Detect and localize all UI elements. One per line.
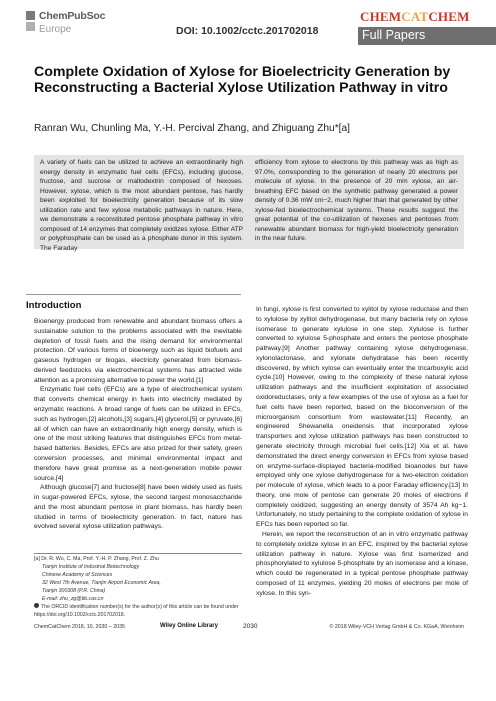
paragraph: In fungi, xylose is first converted to xylitol by xylose reductase and then to xylulose by xylitol dehydrogenase, but many bacteria rely on xylose isomerase to generate xylulose in one step. Xylulose is further converted to xylulose 5-phosphate and enters the pentose phosphate pathway.[9] Another pathway containing xylose dehydrogenase, xylonolactonase, and xylonate dehydratase has been recently discovered, by which xylose can eventually enter the tricarboxylic acid cycle.[10] However, owing to the complexity of these natural xylose utilization pathways and the insufficient exploitation of associated oxidoreductases, only a few examples of the use of xylose as a fuel for fuel cells have been reported, based on the bioconversion of the microorganism consortium from wastewater.[11] Recently, an engineered Shewanella oneidensis that incorporated xylose transporters and xylose utilization pathways has been constructed to generate electricity through microbial fuel cells.[12] Xia et al. have demonstrated the direct energy conversion in EFCs from xylose based on enzyme-surface-displayed bacteria-modified bioanodes but have employed only one xylose dehydrogenase for a two-electron oxidation per molecule of xylose, which leads to a poor Faraday efficiency.[13] In theory, one mole of pentose can generate 20 moles of electrons if completely oxidized, suggesting an energy density of 3574 Ah kg−1. Unfortunately, no study pertaining to the complete oxidation of xylose in EFCs has been reported so far. (256, 306, 468, 529)
body-column-left (34, 317, 242, 532)
article-title: Complete Oxidation of Xylose for Bioelectricity Generation by Reconstructing a Bacterial Xylose Utilization Pathway in vitro (34, 64, 451, 96)
doi-link[interactable]: DOI: 10.1002/cctc.201702018 (176, 25, 319, 37)
footnote-divider (34, 553, 242, 554)
author-list: Ranran Wu, Chunling Ma, Y.-H. Percival Zhang, and Zhiguang Zhu*[a] (34, 123, 350, 134)
orcid-text[interactable]: The ORCID identification number(s) for the author(s) of this article can be found under https://doi.org/10.1002/cctc.201702018. (34, 604, 239, 618)
logo-square-icon (26, 11, 35, 20)
affiliation-line: 32 West 7th Avenue, Tianjin Airport Economic Area, (42, 580, 161, 587)
affiliation-line: Tianjin Institute of Industrial Biotechnology (42, 564, 140, 571)
section-heading-introduction: Introduction (26, 294, 241, 311)
chempubsoc-logo[interactable] (26, 7, 136, 41)
journal-banner (358, 7, 496, 47)
copyright: © 2018 Wiley-VCH Verlag GmbH & Co. KGaA, Weinheim (329, 624, 464, 630)
body-column-right (256, 305, 468, 598)
journal-name: CHEMCATCHEM (360, 9, 470, 24)
logo-square-icon (26, 22, 35, 31)
citation: ChemCatChem 2018, 10, 2030 – 2035 (34, 624, 125, 630)
orcid-note (34, 603, 242, 619)
page-number: 2030 (243, 623, 258, 630)
footnote-names: Dr. R. Wu, C. Ma, Prof. Y.-H. P. Zhang, Prof. Z. Zhu (41, 556, 159, 562)
author-footnote (34, 555, 242, 604)
paragraph: Herein, we report the reconstruction of an in vitro enzymatic pathway to completely oxidize xylose in an EFC, inspired by the bacterial xylose utilization pathway in nature. Xylose was first isomerized and phosphorylated to xylulose 5-phosphate by an isomerase and a kinase, which could be regenerated in a typical pentose phosphate pathway composed of 11 enzymes, yielding 20 moles of electrons per mole of xylose. In this syn- (256, 530, 468, 597)
paragraph: Bioenergy produced from renewable and abundant biomass offers a sustainable solution to the problems associated with the inevitable depletion of fossil fuels and the rising demand for environmental protection. Of various forms of bioenergy such as liquid biofuels and gaseous hydrogen or biogas, electricity generated from biomass-derived feedstocks via electrochemical systems has attracted wide attention as a promising alternative to power the world.[1] (34, 318, 242, 384)
abstract-box (34, 155, 464, 252)
page-header (0, 0, 496, 50)
publisher-region: Europe (39, 24, 72, 35)
abstract-column-1: A variety of fuels can be utilized to achieve an extraordinarily high energy density in enzymatic fuel cells (EFCs), including glucose, fructose, and sucrose or maltodextrin composed of hexoses. However, xylose, which is the most abundant pentose, has hardly been exploited for bioelectricity generation because of its slow utilization rate and few xylose metabolic pathways in nature. Here, we demonstrate a reconstituted pentose phosphate pathway in vitro composed of 14 enzymes that completely oxidizes xylose. Either ATP or polyphosphate can be used as a phosphate donor in this system. The Faraday (40, 159, 243, 252)
footnote-label: [a] (34, 556, 40, 562)
orcid-icon (34, 603, 39, 608)
affiliation-line: Tianjin 300308 (P.R. China) (42, 588, 106, 595)
section-label: Full Papers (358, 27, 496, 45)
paragraph: Although glucose[7] and fructose[8] have been widely used as fuels in sugar-powered EFCs, xylose, the second largest monosaccharide and the most abundant pentose in plant biomass, has hardly been studied in terms of bioelectricity generation. In fact, nature has evolved several xylose utilization pathways. (34, 484, 242, 531)
paragraph: Enzymatic fuel cells (EFCs) are a type of electrochemical system that converts chemical energy in fuels into electricity mediated by enzymatic reactions. A broad range of fuels can be utilized in EFCs, such as hydrogen,[2] alcohols,[3] sugars,[4] glycerol,[5] or pyruvate,[6] all of which can have an extraordinarily high energy density, which is one of the most striking features that distinguishes EFCs from metal-based batteries. Besides, EFCs are also prized for their safety, green conversion processes, and minimal environmental impact and therefore have great promise as a next-generation mobile power source.[4] (34, 386, 242, 482)
wiley-library-link[interactable]: Wiley Online Library (160, 623, 218, 629)
email-link[interactable]: E-mail: zhu_zg@tib.cas.cn (42, 596, 104, 603)
abstract-column-2: efficiency from xylose to electrons by this pathway was as high as 97.0%, corresponding to the generation of nearly 20 electrons per molecule of xylose. In the presence of 20 mm xylose, an air-breathing EFC based on the synthetic pathway generated a power density of 0.36 mW cm−2, much higher than that generated by other xylose-fed bioelectrochemical systems. These results suggest the great potential of the co-utilization of hexoses and pentoses from renewable abundant biomass for high-yield bioelectricity generation in the near future. (255, 159, 458, 242)
publisher-name: ChemPubSoc (39, 10, 106, 22)
affiliation-line: Chinese Academy of Sciences (42, 572, 113, 579)
